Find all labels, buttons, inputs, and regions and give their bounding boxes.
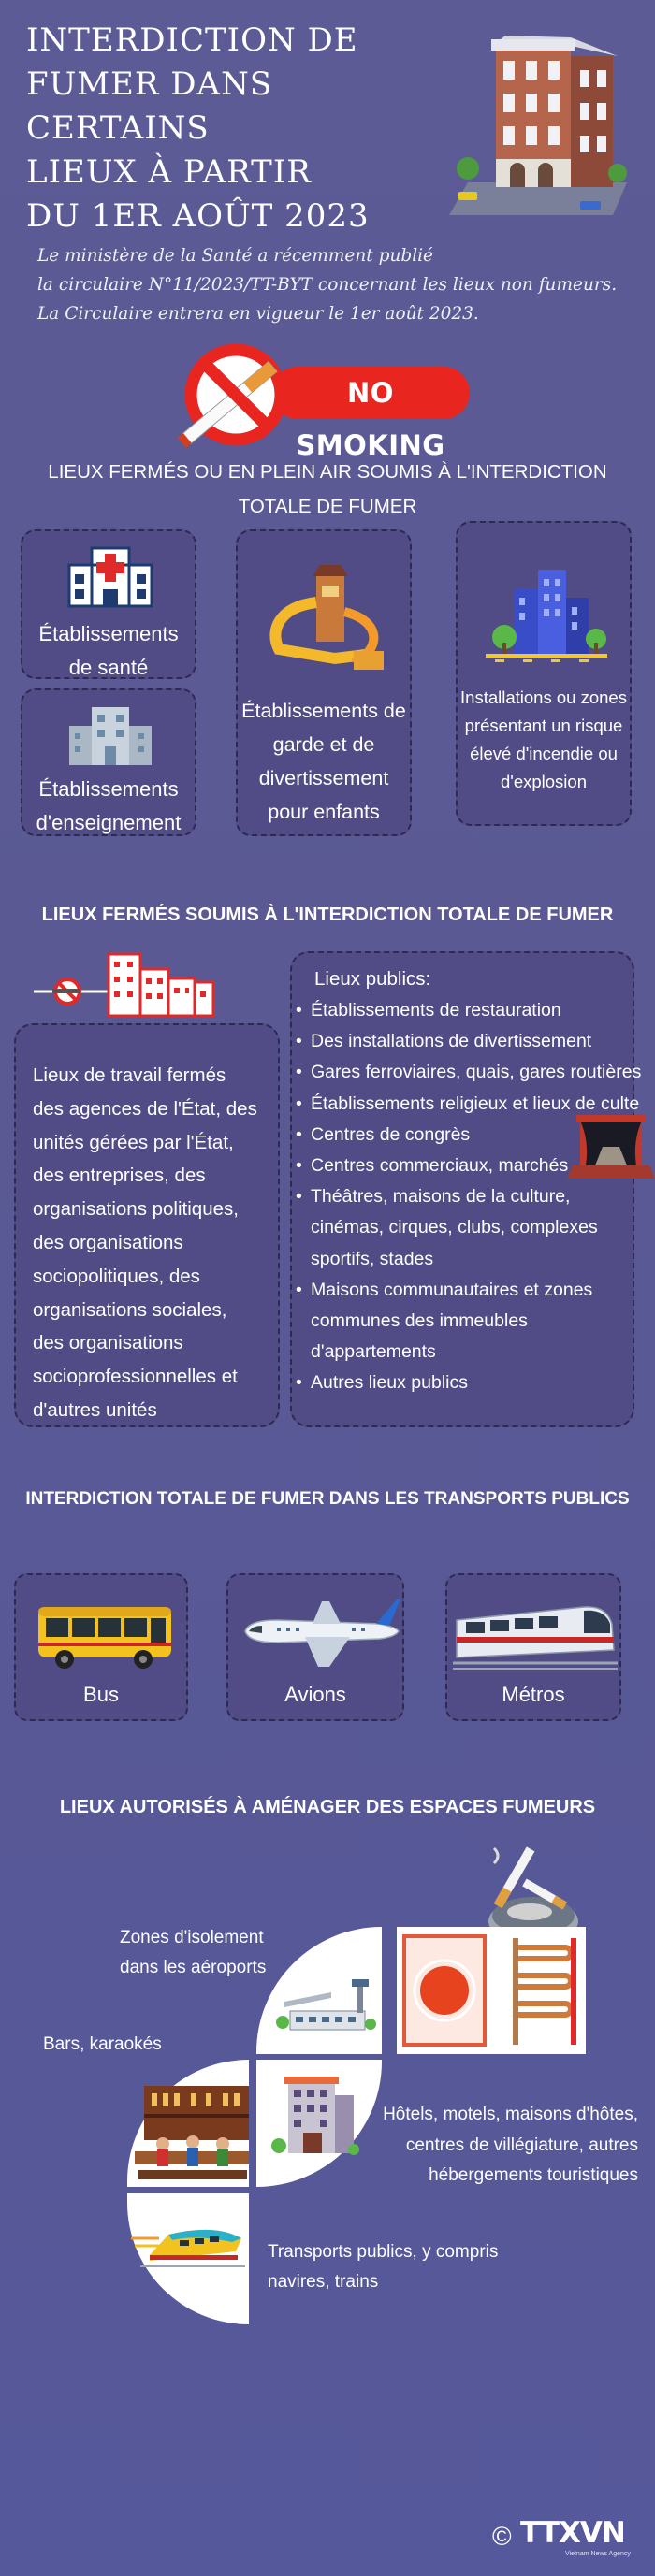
card-label [238, 694, 410, 829]
card-label: Métros [502, 1683, 565, 1706]
brand-tagline: Vietnam News Agency [565, 2551, 631, 2557]
card-bus [14, 1573, 188, 1721]
section-heading-1 [0, 455, 655, 524]
card-label [458, 684, 630, 796]
label-hotels [365, 2100, 638, 2192]
city-buildings-icon [486, 560, 607, 663]
label-line: Installations ou zones [460, 687, 627, 707]
label-line: pour enfants [268, 801, 380, 823]
list-item: d'appartements [311, 1341, 436, 1363]
text-line: unités gérées par l'État, [33, 1131, 234, 1153]
intro-line: la circulaire N°11/2023/TT-BYT concernant les lieux non fumeurs. [37, 275, 618, 295]
lieux-publics-title: Lieux publics: [314, 968, 431, 990]
tile-aeroport [256, 1927, 382, 2054]
bus-icon [35, 1601, 175, 1672]
label-line: Établissements de [241, 700, 406, 722]
intro-text [37, 241, 636, 328]
high-speed-train-icon [131, 2218, 245, 2274]
text-line: des organisations [33, 1332, 183, 1354]
label-line: divertissement [258, 767, 389, 789]
label-line: d'explosion [501, 772, 587, 791]
text-line: socioprofessionnelles et [33, 1366, 238, 1388]
label-bars: Bars, karaokés [43, 2034, 162, 2054]
list-item: • Autres lieux publics [292, 1368, 641, 1398]
list-item: • Établissements religieux et lieux de culte [292, 1089, 641, 1120]
label-transports [268, 2237, 498, 2297]
no-smoking-buildings-icon [34, 950, 217, 1020]
section-heading-2: LIEUX FERMÉS SOUMIS À L'INTERDICTION TOTALE DE FUMER [41, 904, 614, 925]
text-line: des entreprises, des [33, 1165, 206, 1187]
card-label [22, 617, 195, 685]
card-label: Bus [83, 1683, 119, 1706]
heading-line: TOTALE DE FUMER [238, 496, 417, 517]
theater-stage-icon [567, 1113, 655, 1180]
card-metros [445, 1573, 621, 1721]
card-lieux-travail [14, 1023, 280, 1427]
label-line: de santé [68, 656, 149, 679]
list-item: • Théâtres, maisons de la culture, [292, 1181, 641, 1212]
label-line: dans les aéroports [120, 1958, 267, 1977]
list-item: cinémas, cirques, clubs, complexes [311, 1217, 598, 1238]
airplane-icon [240, 1594, 402, 1669]
title-line: FUMER DANS CERTAINS [26, 65, 273, 147]
text-line: d'autres unités [33, 1398, 157, 1421]
tile-smoking-room [397, 1927, 586, 2054]
card-installations [456, 521, 632, 826]
brand-logo: TTXVN [520, 2516, 625, 2550]
label-line: hébergements touristiques [429, 2165, 638, 2185]
list-item: • Gares ferroviaires, quais, gares routières [292, 1057, 641, 1088]
list-item: sportifs, stades [311, 1248, 434, 1269]
label-line: garde et de [272, 733, 375, 756]
text-line: des organisations [33, 1231, 183, 1253]
no-smoking-sign [178, 342, 487, 461]
card-enseignement [21, 688, 196, 836]
metro-train-icon [453, 1596, 618, 1674]
list-item: • Maisons communautaires et zones [292, 1275, 641, 1306]
text-line: organisations sociales, [33, 1298, 227, 1321]
text-line: organisations politiques, [33, 1198, 239, 1221]
list-item: communes des immeubles [311, 1310, 528, 1332]
hospital-icon [62, 544, 159, 608]
tile-bars [127, 2060, 249, 2187]
label-aeroports [120, 1923, 266, 1983]
no-smoking-label: NO SMOKING [271, 367, 470, 419]
label-line: présentant un risque [464, 716, 623, 735]
label-line: Hôtels, motels, maisons d'hôtes, [383, 2105, 638, 2124]
smoking-room-icon [397, 1927, 586, 2054]
label-line: centres de villégiature, autres [405, 2135, 638, 2155]
label-line: d'enseignement [36, 811, 182, 834]
card-lieux-publics [290, 951, 642, 1427]
airport-icon [275, 1964, 378, 2039]
heading-line: LIEUX FERMÉS OU EN PLEIN AIR SOUMIS À L'INTERDICTION [48, 461, 607, 483]
title-line: LIEUX À PARTIR [26, 153, 312, 191]
building-illustration [440, 19, 636, 224]
hotel-icon [271, 2073, 361, 2159]
list-item: • Des installations de divertissement [292, 1026, 641, 1057]
page-title [26, 19, 466, 239]
list-item: • Centres de congrès [292, 1120, 641, 1151]
list-item: • Centres commerciaux, marchés [292, 1151, 641, 1181]
title-line: DU 1ER AOÛT 2023 [26, 197, 370, 235]
school-icon [64, 703, 157, 767]
no-smoking-icon [178, 342, 290, 451]
bar-karaoke-icon [135, 2086, 249, 2187]
tile-transports [127, 2193, 249, 2324]
title-line: INTERDICTION DE [26, 22, 358, 59]
text-line: des agences de l'État, des [33, 1097, 257, 1120]
card-sante [21, 529, 196, 679]
card-garde [236, 529, 412, 836]
lieux-publics-list [292, 995, 641, 1399]
intro-line: La Circulaire entrera en vigueur le 1er août 2023. [37, 304, 479, 324]
card-avions [226, 1573, 404, 1721]
label-line: navires, trains [268, 2272, 379, 2292]
card-label [22, 773, 195, 840]
label-line: Zones d'isolement [120, 1928, 264, 1947]
text-line: sociopolitiques, des [33, 1265, 200, 1287]
lieux-travail-text [33, 1059, 257, 1427]
label-line: Établissements [38, 777, 179, 801]
section-heading-4: LIEUX AUTORISÉS À AMÉNAGER DES ESPACES FUMEURS [59, 1797, 596, 1817]
label-line: élevé d'incendie ou [470, 744, 618, 763]
list-item: • Établissements de restauration [292, 995, 641, 1026]
copyright-symbol: © [492, 2522, 512, 2551]
text-line: Lieux de travail fermés [33, 1064, 226, 1086]
playground-slide-icon [260, 565, 391, 677]
card-label: Avions [284, 1683, 346, 1706]
intro-line: Le ministère de la Santé a récemment publié [37, 246, 433, 266]
label-line: Transports publics, y compris [268, 2242, 499, 2262]
label-line: Établissements [38, 622, 179, 645]
section-heading-3: INTERDICTION TOTALE DE FUMER DANS LES TRANSPORTS PUBLICS [25, 1489, 630, 1509]
tile-hotels [256, 2060, 382, 2187]
